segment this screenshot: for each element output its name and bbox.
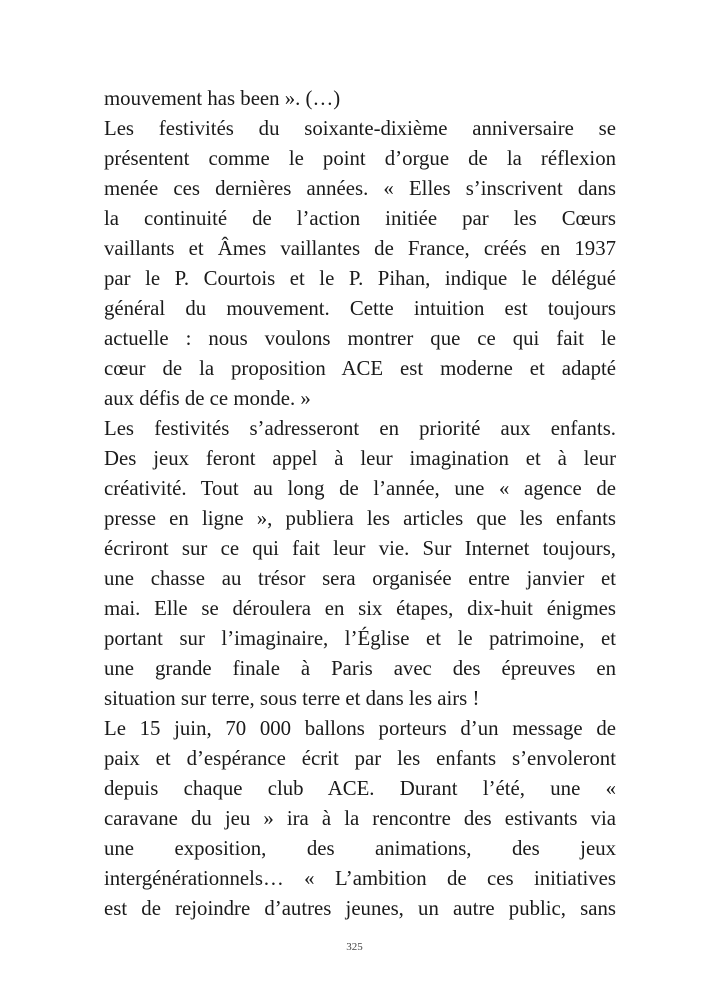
document-body (104, 84, 616, 924)
text-line: actuelle : nous voulons montrer que ce qui fait le (104, 327, 616, 350)
text-line: depuis chaque club ACE. Durant l’été, une « (104, 777, 616, 800)
text-line: caravane du jeu » ira à la rencontre des estivants via (104, 807, 616, 830)
text-line: est de rejoindre d’autres jeunes, un autre public, sans (104, 897, 616, 920)
text-line: situation sur terre, sous terre et dans les airs ! (104, 687, 480, 710)
text-line: par le P. Courtois et le P. Pihan, indique le délégué (104, 267, 616, 290)
text-line: mouvement has been ». (…) (104, 87, 341, 110)
text-line: mai. Elle se déroulera en six étapes, dix-huit énigmes (104, 597, 616, 620)
text-line: une chasse au trésor sera organisée entre janvier et (104, 567, 616, 590)
page-number: 325 (346, 941, 363, 953)
text-line: Le 15 juin, 70 000 ballons porteurs d’un message de (104, 717, 616, 740)
text-line: intergénérationnels… « L’ambition de ces initiatives (104, 867, 616, 890)
text-line: presse en ligne », publiera les articles que les enfants (104, 507, 616, 530)
text-line: paix et d’espérance écrit par les enfants s’envoleront (104, 747, 616, 770)
text-line: Les festivités s’adresseront en priorité aux enfants. (104, 417, 616, 440)
text-line: une exposition, des animations, des jeux (104, 837, 616, 860)
text-line: menée ces dernières années. « Elles s’inscrivent dans (104, 177, 616, 200)
text-line: créativité. Tout au long de l’année, une « agence de (104, 477, 616, 500)
text-line: aux défis de ce monde. » (104, 387, 311, 410)
text-line: vaillants et Âmes vaillantes de France, créés en 1937 (104, 237, 616, 260)
text-line: Des jeux feront appel à leur imagination et à leur (104, 447, 616, 470)
text-line: portant sur l’imaginaire, l’Église et le patrimoine, et (104, 627, 616, 650)
text-line: cœur de la proposition ACE est moderne et adapté (104, 357, 616, 380)
text-line: Les festivités du soixante-dixième anniversaire se (104, 117, 616, 140)
text-line: une grande finale à Paris avec des épreuves en (104, 657, 616, 680)
text-line: la continuité de l’action initiée par les Cœurs (104, 207, 616, 230)
text-line: écriront sur ce qui fait leur vie. Sur Internet toujours, (104, 537, 616, 560)
text-line: présentent comme le point d’orgue de la réflexion (104, 147, 616, 170)
text-line: général du mouvement. Cette intuition est toujours (104, 297, 616, 320)
